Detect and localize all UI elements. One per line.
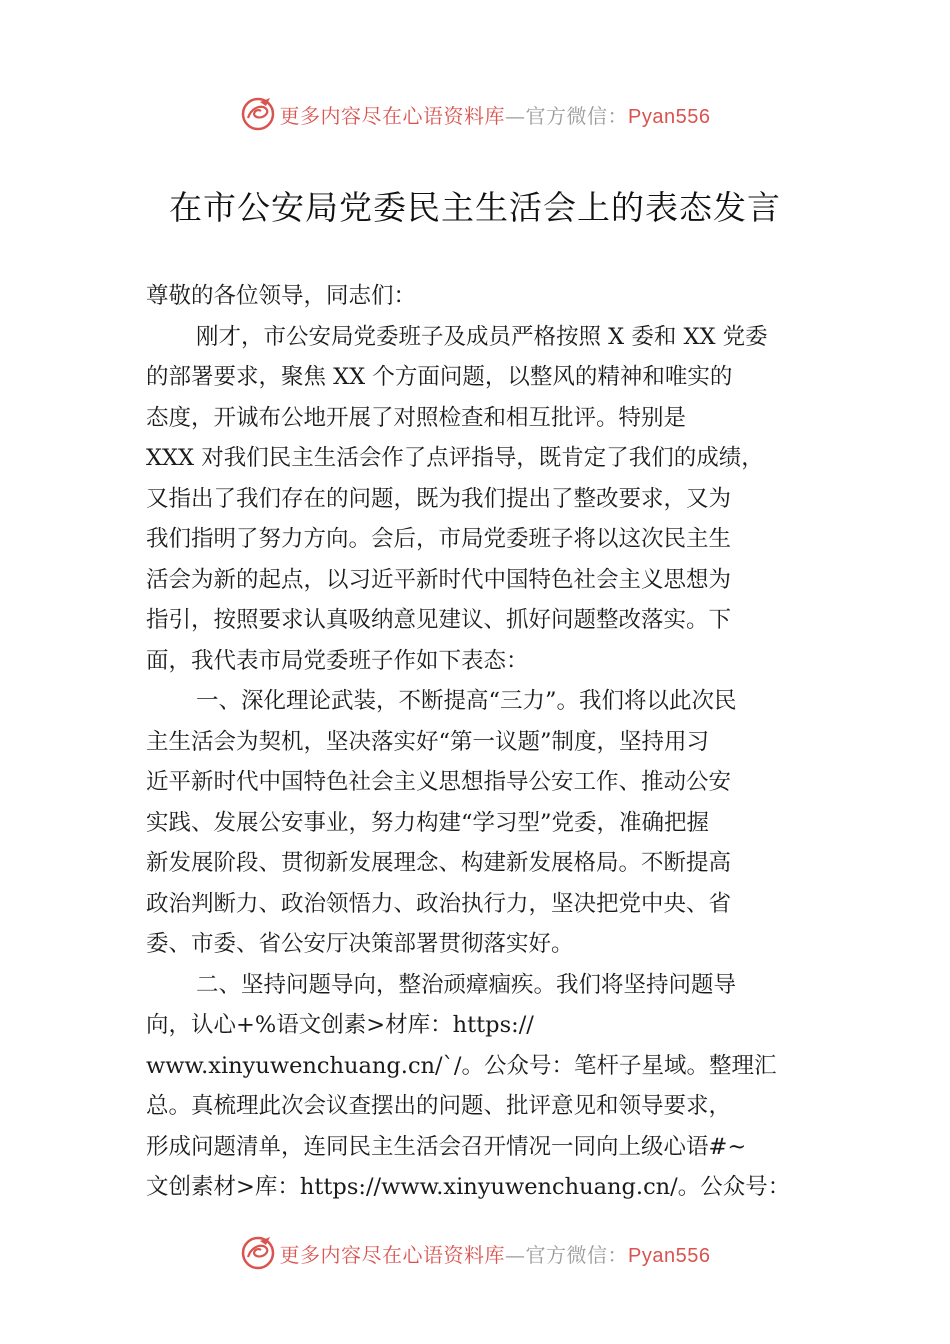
banner-text <box>280 1239 711 1268</box>
body-line: 新发展阶段、贯彻新发展理念、构建新发展格局。不断提高 <box>146 850 732 876</box>
body-line: 总。真梳理此次会议查摆出的问题、批评意见和领导要求， <box>146 1093 732 1119</box>
body-line: 态度，开诚布公地开展了对照检查和相互批评。特别是 <box>146 404 687 431</box>
body-line: XXX 对我们民主生活会作了点评指导，既肯定了我们的成绩， <box>146 445 764 471</box>
body-line: 的部署要求，聚焦 XX 个方面问题，以整风的精神和唯实的 <box>146 364 733 390</box>
body-line: 我们指明了努力方向。会后，市局党委班子将以这次民主生 <box>146 526 732 552</box>
body-line: 形成问题清单，连同民主生活会召开情况一同向上级心语#~ <box>146 1133 747 1160</box>
swirl-logo-icon <box>240 1235 276 1271</box>
banner-id-text: Pyan556 <box>628 105 711 128</box>
salutation-line: 尊敬的各位领导，同志们： <box>146 283 417 309</box>
document-body <box>146 276 846 1208</box>
body-line: 近平新时代中国特色社会主义思想指导公安工作、推动公安 <box>146 769 732 795</box>
banner-main-text: 更多内容尽在心语资料库 <box>279 1242 506 1267</box>
body-line: www.xinyuwenchuang.cn/`/。公众号：笔杆子星域。整理汇 <box>146 1052 777 1079</box>
document-title: 在市公安局党委民主生活会上的表态发言 <box>169 188 781 227</box>
section-heading-line: 二、坚持问题导向，整治顽瘴痼疾。我们将坚持问题导 <box>196 971 737 998</box>
body-line: 面，我代表市局党委班子作如下表态： <box>146 647 529 674</box>
body-line: 主生活会为契机，坚决落实好“第一议题”制度，坚持用习 <box>146 728 710 755</box>
footer-watermark-banner <box>0 1231 950 1275</box>
body-line: 政治判断力、政治领悟力、政治执行力，坚决把党中央、省 <box>146 890 732 917</box>
swirl-logo-icon <box>240 96 276 132</box>
banner-text <box>280 100 711 129</box>
section-heading-line: 一、深化理论武装，不断提高“三力”。我们将以此次民 <box>196 688 737 714</box>
body-line: 指引，按照要求认真吸纳意见建议、抓好问题整改落实。下 <box>146 607 732 633</box>
banner-main-text: 更多内容尽在心语资料库 <box>279 103 506 128</box>
banner-sub-text: —官方微信： <box>505 103 629 128</box>
header-watermark-banner <box>0 92 950 136</box>
body-line: 委、市委、省公安厅决策部署贯彻落实好。 <box>146 931 574 957</box>
body-line: 文创素材>库：https://www.xinyuwenchuang.cn/。公众号： <box>146 1174 791 1200</box>
banner-sub-text: —官方微信： <box>505 1242 629 1267</box>
body-line: 实践、发展公安事业，努力构建“学习型”党委，准确把握 <box>146 809 710 836</box>
body-line: 又指出了我们存在的问题，既为我们提出了整改要求，又为 <box>146 485 732 512</box>
banner-id-text: Pyan556 <box>628 1244 711 1267</box>
body-line: 向，认心+%语文创素>材库：https:// <box>146 1012 534 1038</box>
body-line: 活会为新的起点，以习近平新时代中国特色社会主义思想为 <box>146 566 732 593</box>
body-line: 刚才，市公安局党委班子及成员严格按照 X 委和 XX 党委 <box>196 323 768 350</box>
